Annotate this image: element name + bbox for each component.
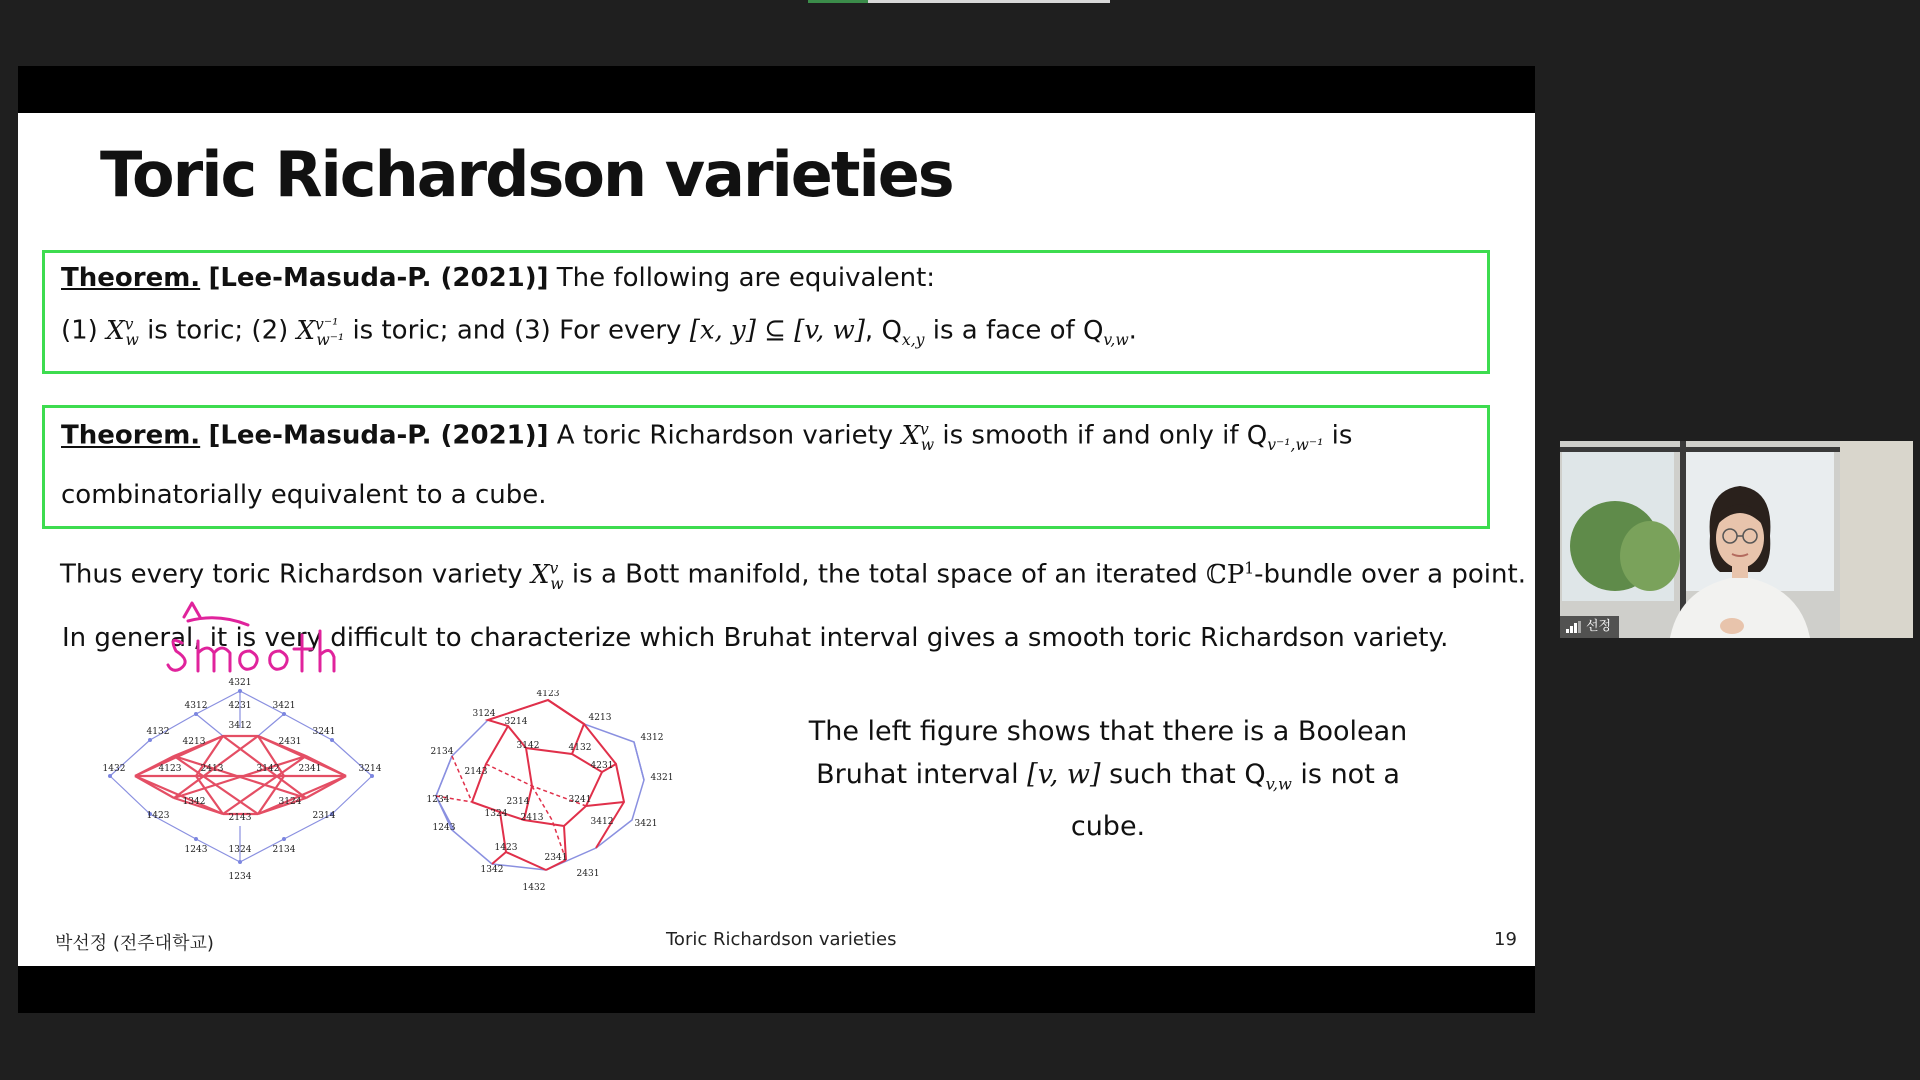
svg-text:4321: 4321 <box>650 773 674 783</box>
theorem-2-text-3: is <box>1331 420 1353 451</box>
caption-line-1: The left figure shows that there is a Boolean <box>808 716 1408 747</box>
richardson-variety-symbol: $X^v_w$ <box>530 559 564 593</box>
svg-text:1423: 1423 <box>146 811 170 821</box>
svg-text:2413: 2413 <box>200 764 224 774</box>
caption-q-symbol: $Q_{v,w}$ <box>1244 759 1292 794</box>
svg-text:2314: 2314 <box>506 797 530 807</box>
participant-video-tile[interactable] <box>1560 441 1913 638</box>
caption-line-2 <box>798 753 1418 848</box>
svg-text:1324: 1324 <box>228 845 252 855</box>
theorem-label: Theorem. <box>61 420 201 451</box>
item-1-label: (1) <box>61 315 98 346</box>
svg-text:3421: 3421 <box>634 819 658 829</box>
theorem-box-2 <box>42 405 1490 529</box>
svg-text:3241: 3241 <box>568 795 592 805</box>
svg-text:1432: 1432 <box>102 764 126 774</box>
svg-text:1243: 1243 <box>432 823 456 833</box>
svg-text:1243: 1243 <box>184 845 208 855</box>
theorem-2-text-1: A toric Richardson variety <box>556 420 894 451</box>
svg-text:2413: 2413 <box>520 813 544 823</box>
svg-text:3421: 3421 <box>272 701 296 711</box>
svg-text:3412: 3412 <box>228 721 252 731</box>
svg-text:2143: 2143 <box>464 767 488 777</box>
presentation-slide <box>18 113 1535 966</box>
caption-text-d: is not a cube. <box>1070 759 1400 843</box>
svg-text:1342: 1342 <box>182 797 206 807</box>
svg-text:2431: 2431 <box>278 737 302 747</box>
q-vw-symbol: $Q_{v,w}$ <box>1082 315 1129 349</box>
participant-name-label <box>1560 616 1619 638</box>
svg-text:2134: 2134 <box>430 747 454 757</box>
figure-caption <box>798 710 1418 848</box>
comma: , <box>864 315 874 346</box>
svg-text:1324: 1324 <box>484 809 508 819</box>
interval-vw: [v, w] <box>794 315 865 346</box>
svg-text:3214: 3214 <box>504 717 528 727</box>
theorem-1-heading <box>61 263 935 293</box>
svg-text:4231: 4231 <box>590 761 614 771</box>
svg-text:3241: 3241 <box>312 727 336 737</box>
svg-text:1342: 1342 <box>480 865 504 875</box>
svg-text:2341: 2341 <box>544 853 568 863</box>
svg-text:1234: 1234 <box>228 872 252 882</box>
theorem-2-text-4: combinatorially equivalent to a cube. <box>61 480 547 510</box>
para1-text-e: -bundle over a point. <box>1254 559 1526 590</box>
svg-text:4231: 4231 <box>228 701 252 711</box>
footer-title: Toric Richardson varieties <box>666 929 897 950</box>
bruhat-graph-figure <box>100 676 390 921</box>
cp1-symbol: ℂP$^1$ <box>1206 559 1255 590</box>
para1-text-b: is a Bott manifold, the total space of an iterated <box>571 559 1198 590</box>
q-inverse-symbol: $Q_{v^{-1},w^{-1}}$ <box>1246 420 1324 454</box>
caption-interval: [v, w] <box>1027 759 1101 790</box>
inverse-richardson-symbol: $X^{v^{-1}}_{w^{-1}}$ <box>296 315 345 349</box>
difficulty-paragraph: In general, it is very difficult to characterize which Bruhat interval gives a smooth toric Richardson variety. <box>62 623 1449 653</box>
svg-text:4312: 4312 <box>184 701 208 711</box>
svg-text:3142: 3142 <box>256 764 280 774</box>
svg-text:1432: 1432 <box>522 883 546 893</box>
svg-text:4213: 4213 <box>588 713 612 723</box>
window-frame-top <box>1560 447 1840 452</box>
svg-text:2143: 2143 <box>228 813 252 823</box>
handwritten-smooth-annotation <box>158 573 338 683</box>
page-number: 19 <box>1494 929 1517 950</box>
richardson-variety-symbol: $X^v_w$ <box>901 420 935 454</box>
caption-text-a: Bruhat interval <box>816 759 1019 790</box>
item-3-text: is toric; and (3) For every <box>352 315 682 346</box>
theorem-citation: [Lee-Masuda-P. (2021)] <box>208 420 549 451</box>
interval-xy: [x, y] <box>689 315 756 346</box>
richardson-variety-symbol: $X^v_w$ <box>106 315 139 349</box>
participant-name: 선정 <box>1586 619 1612 634</box>
svg-text:2314: 2314 <box>312 811 336 821</box>
theorem-label: Theorem. <box>61 263 201 293</box>
svg-text:4123: 4123 <box>536 690 560 699</box>
slide-title: Toric Richardson varieties <box>100 138 953 211</box>
svg-text:3142: 3142 <box>516 741 540 751</box>
subset-symbol: ⊆ <box>764 315 786 346</box>
svg-text:3124: 3124 <box>278 797 302 807</box>
svg-text:4123: 4123 <box>158 764 182 774</box>
q-xy-symbol: $Q_{x,y}$ <box>881 315 925 349</box>
theorem-citation: [Lee-Masuda-P. (2021)] <box>208 263 549 293</box>
svg-text:3412: 3412 <box>590 817 614 827</box>
caption-text-c: such that <box>1109 759 1236 790</box>
face-text: is a face of <box>932 315 1075 346</box>
svg-text:1423: 1423 <box>494 843 518 853</box>
theorem-box-1 <box>42 250 1490 374</box>
svg-text:2341: 2341 <box>298 764 322 774</box>
svg-text:2431: 2431 <box>576 869 600 879</box>
svg-text:4312: 4312 <box>640 733 664 743</box>
theorem-2-statement <box>61 420 1352 454</box>
svg-text:4213: 4213 <box>182 737 206 747</box>
footer-author: 박선정 (전주대학교) <box>55 933 214 954</box>
bruhat-polytope-figure <box>416 690 686 930</box>
presenter-person <box>1660 476 1820 638</box>
svg-text:1234: 1234 <box>426 795 450 805</box>
theorem-intro: The following are equivalent: <box>556 263 936 293</box>
wall <box>1840 441 1913 638</box>
screen-share-indicator <box>808 0 1110 3</box>
svg-text:3214: 3214 <box>358 764 382 774</box>
svg-text:3124: 3124 <box>472 709 496 719</box>
svg-text:4321: 4321 <box>228 678 252 688</box>
signal-strength-icon <box>1566 621 1582 633</box>
theorem-2-text-2: is smooth if and only if <box>942 420 1239 451</box>
item-2-text: is toric; (2) <box>147 315 289 346</box>
para1-text-a: Thus every toric Richardson variety <box>60 559 523 590</box>
svg-text:4132: 4132 <box>146 727 170 737</box>
svg-text:2134: 2134 <box>272 845 296 855</box>
svg-text:4132: 4132 <box>568 743 592 753</box>
theorem-1-statement <box>61 315 1137 349</box>
period: . <box>1128 315 1137 346</box>
